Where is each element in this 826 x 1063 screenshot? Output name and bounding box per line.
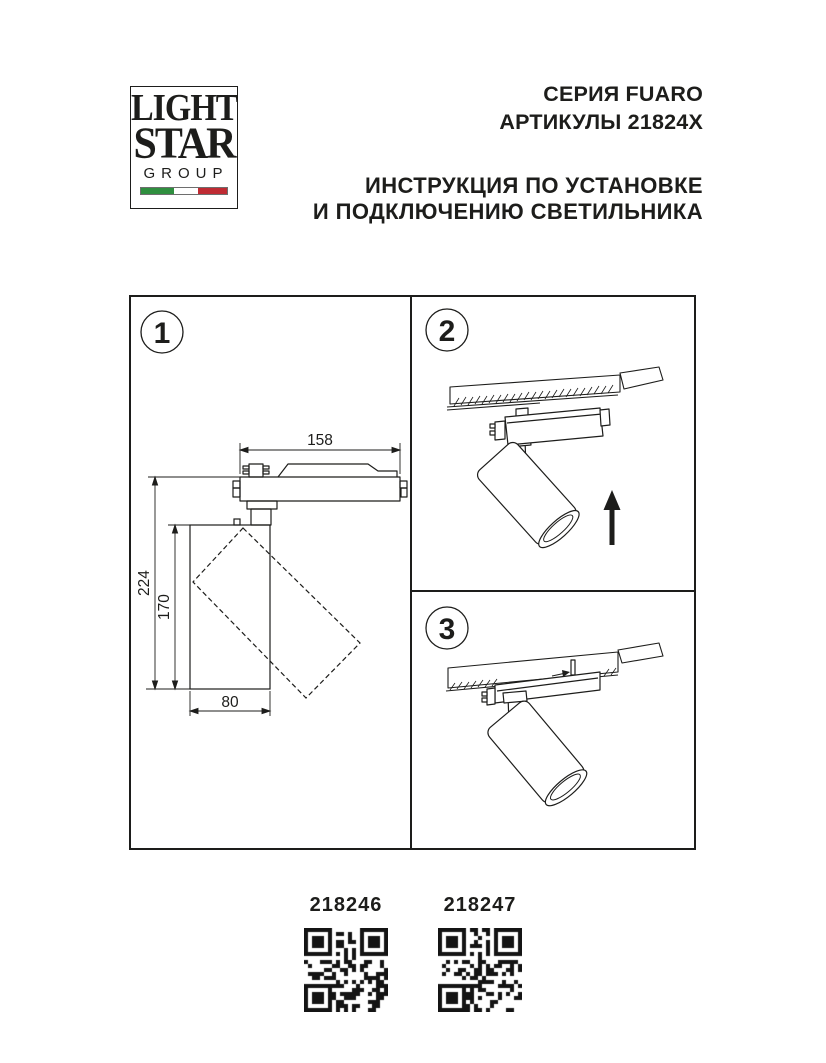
track-rail	[447, 367, 663, 410]
flag-red-segment	[198, 188, 227, 194]
cylinder-head	[485, 698, 591, 811]
lamp-head-tilted-dashed	[193, 528, 360, 698]
lightstar-logo	[130, 86, 238, 209]
dimension-total-height-label: 224	[136, 570, 153, 596]
qr-code	[438, 928, 522, 1012]
series-title: СЕРИЯ FUARO	[543, 82, 703, 106]
product-code-label: 218246	[309, 894, 383, 916]
step-number: 2	[438, 315, 456, 348]
italian-flag-stripe	[140, 187, 228, 195]
logo-word-light: LIGHT	[131, 87, 238, 130]
product-218246	[304, 894, 388, 1012]
diagram-frame	[129, 295, 696, 850]
flag-green-segment	[141, 188, 174, 194]
panel-vertical-divider	[410, 295, 412, 850]
step-3-panel	[412, 592, 696, 850]
qr-code	[304, 928, 388, 1012]
cylinder-head	[475, 440, 584, 553]
spotlight-fixture	[475, 408, 610, 553]
track-adapter-side-view	[233, 464, 407, 525]
dimension-head-width-label: 80	[221, 694, 239, 711]
dimension-track-length-label: 158	[307, 432, 333, 449]
dimension-head-height-label: 170	[156, 594, 173, 620]
product-218247	[438, 894, 522, 1012]
dimension-224	[146, 477, 240, 689]
instruction-title-line2: И ПОДКЛЮЧЕНИЮ СВЕТИЛЬНИКА	[312, 199, 703, 224]
step-2-panel	[412, 295, 696, 592]
insert-direction-arrow	[604, 490, 621, 545]
step-number: 3	[438, 613, 456, 646]
product-code-label: 218247	[443, 894, 517, 916]
instruction-title-line1: ИНСТРУКЦИЯ ПО УСТАНОВКЕ	[365, 173, 703, 198]
step-1-panel	[129, 295, 412, 850]
articles-title: АРТИКУЛЫ 21824X	[499, 110, 703, 134]
lamp-head-outline	[190, 519, 360, 698]
header-text-block	[313, 80, 703, 225]
panel-horizontal-divider	[410, 590, 696, 592]
step-number: 1	[153, 317, 171, 350]
logo-word-group: GROUP	[143, 165, 229, 182]
logo-word-star: STAR	[133, 119, 235, 169]
